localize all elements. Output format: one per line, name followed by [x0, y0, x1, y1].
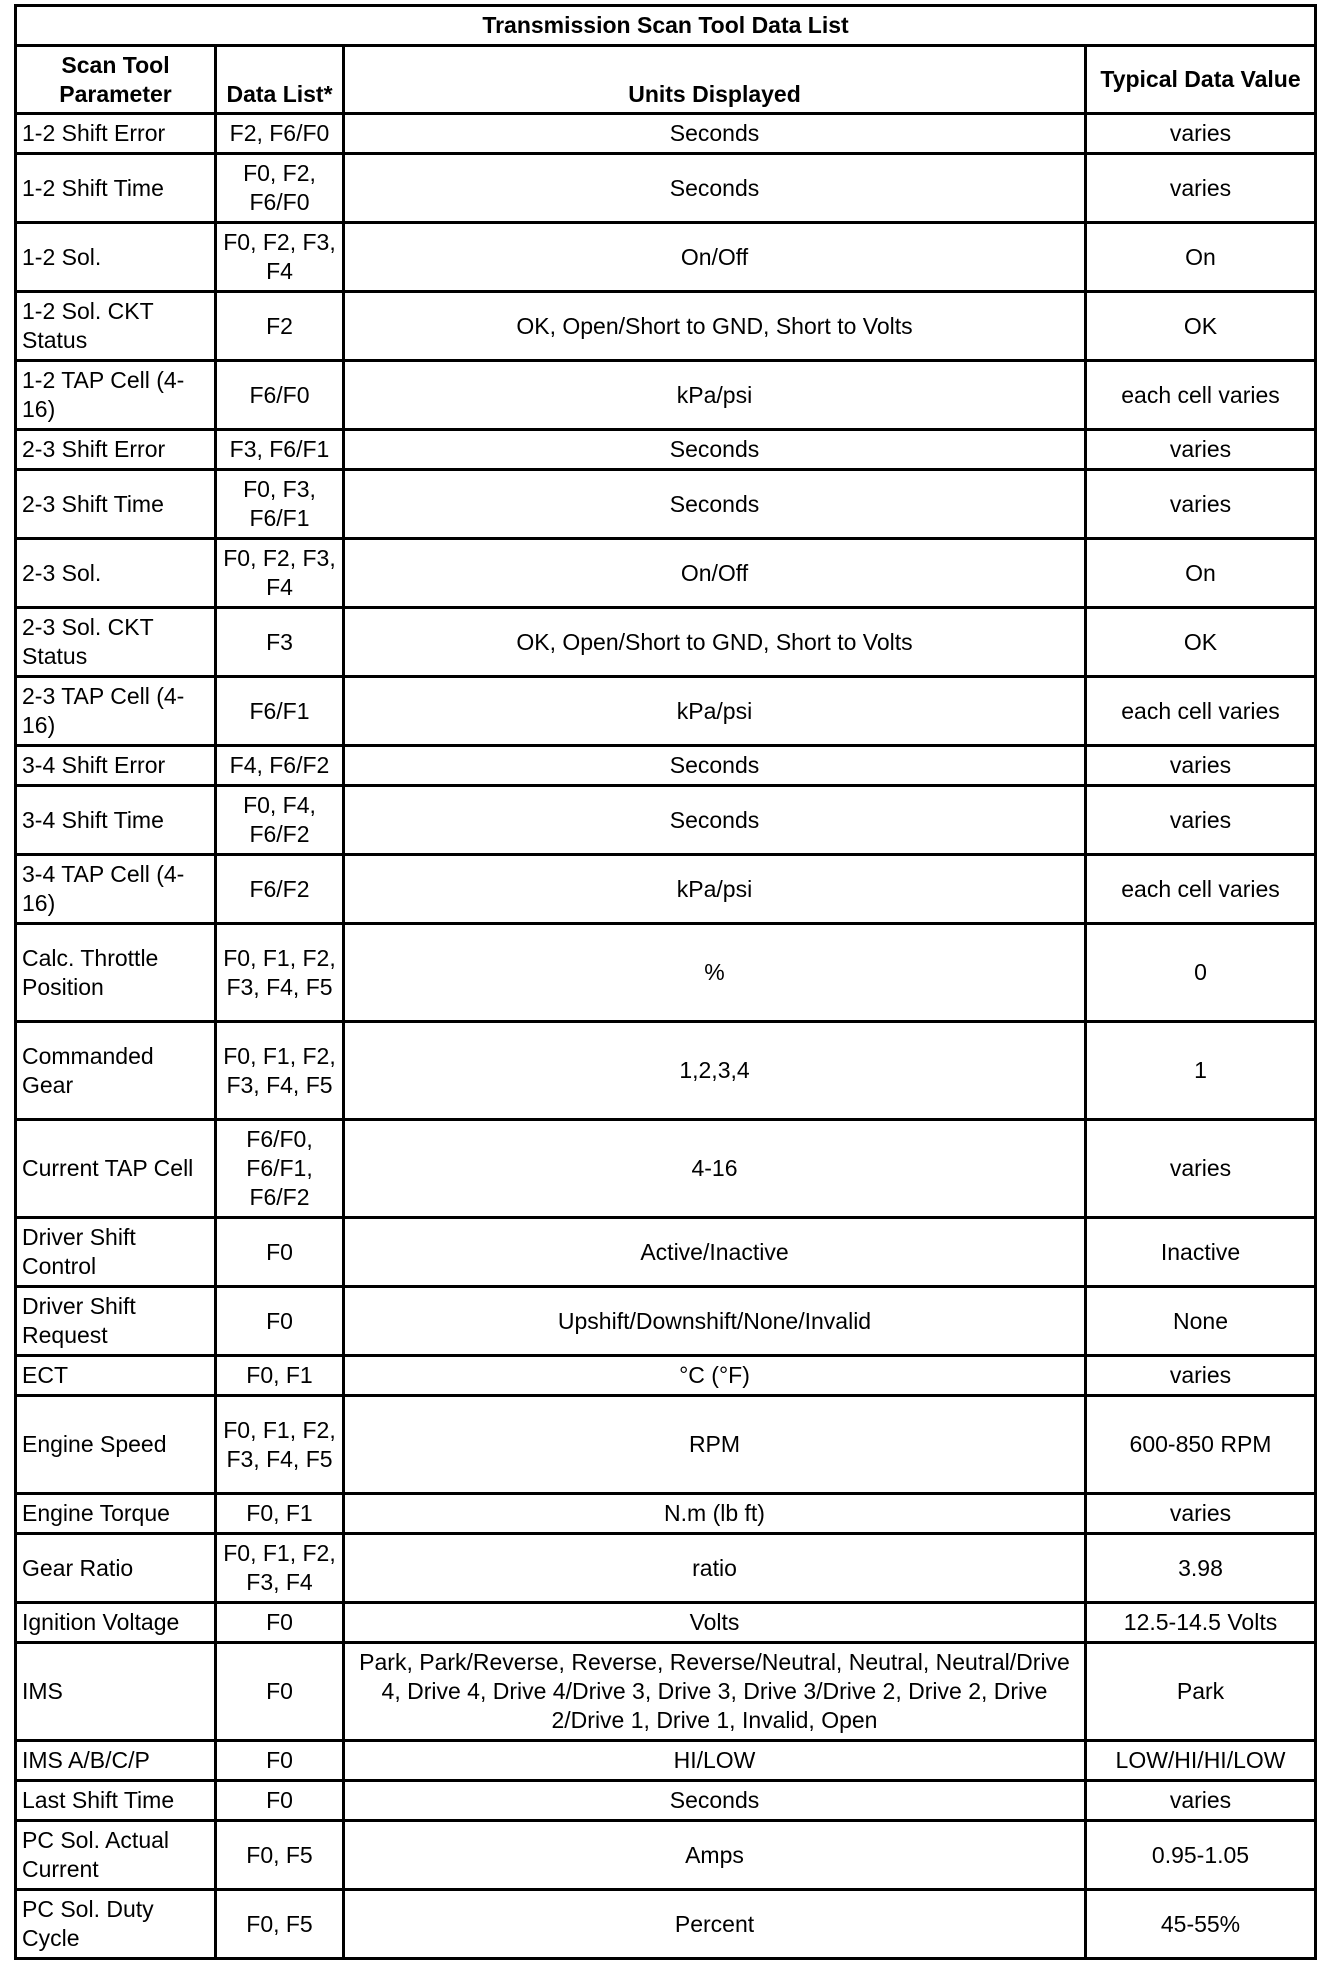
cell-typical-value: varies	[1086, 114, 1316, 154]
cell-units: 4-16	[344, 1120, 1086, 1218]
table-row	[16, 1396, 1316, 1494]
cell-parameter: 1-2 Sol.	[16, 223, 216, 292]
cell-data-list: F6/F0	[216, 361, 344, 430]
table-row	[16, 1356, 1316, 1396]
table-row	[16, 1022, 1316, 1120]
cell-data-list: F0, F1, F2, F3, F4, F5	[216, 1396, 344, 1494]
cell-typical-value: Inactive	[1086, 1218, 1316, 1287]
cell-units: Active/Inactive	[344, 1218, 1086, 1287]
cell-units: Seconds	[344, 114, 1086, 154]
title-row	[16, 6, 1316, 46]
table-row	[16, 539, 1316, 608]
cell-typical-value: 12.5-14.5 Volts	[1086, 1603, 1316, 1643]
cell-typical-value: OK	[1086, 292, 1316, 361]
cell-typical-value: On	[1086, 223, 1316, 292]
header-typical-data-value: Typical Data Value	[1086, 46, 1316, 114]
cell-data-list: F0, F1	[216, 1356, 344, 1396]
cell-units: Seconds	[344, 154, 1086, 223]
cell-data-list: F0	[216, 1643, 344, 1741]
cell-data-list: F4, F6/F2	[216, 746, 344, 786]
table-row	[16, 1890, 1316, 1959]
cell-units: ratio	[344, 1534, 1086, 1603]
cell-units: Upshift/Downshift/None/Invalid	[344, 1287, 1086, 1356]
cell-parameter: 3-4 TAP Cell (4-16)	[16, 855, 216, 924]
cell-parameter: ECT	[16, 1356, 216, 1396]
cell-parameter: 2-3 Sol. CKT Status	[16, 608, 216, 677]
cell-parameter: 3-4 Shift Error	[16, 746, 216, 786]
table-row	[16, 1218, 1316, 1287]
table-row	[16, 1781, 1316, 1821]
table-row	[16, 470, 1316, 539]
cell-units: %	[344, 924, 1086, 1022]
cell-parameter: 1-2 Shift Time	[16, 154, 216, 223]
cell-data-list: F0, F4, F6/F2	[216, 786, 344, 855]
cell-data-list: F0, F5	[216, 1890, 344, 1959]
cell-data-list: F0, F5	[216, 1821, 344, 1890]
table-row	[16, 1821, 1316, 1890]
table-row	[16, 430, 1316, 470]
cell-typical-value: varies	[1086, 154, 1316, 223]
table-row	[16, 114, 1316, 154]
cell-parameter: Current TAP Cell	[16, 1120, 216, 1218]
cell-typical-value: varies	[1086, 786, 1316, 855]
cell-parameter: Calc. Throttle Position	[16, 924, 216, 1022]
table-row	[16, 1494, 1316, 1534]
cell-parameter: PC Sol. Actual Current	[16, 1821, 216, 1890]
table-row	[16, 223, 1316, 292]
cell-units: kPa/psi	[344, 361, 1086, 430]
table-row	[16, 1120, 1316, 1218]
cell-units: Percent	[344, 1890, 1086, 1959]
cell-data-list: F0	[216, 1781, 344, 1821]
cell-units: Seconds	[344, 470, 1086, 539]
cell-data-list: F0	[216, 1218, 344, 1287]
cell-parameter: Last Shift Time	[16, 1781, 216, 1821]
cell-units: Seconds	[344, 430, 1086, 470]
cell-typical-value: each cell varies	[1086, 677, 1316, 746]
header-units-displayed: Units Displayed	[344, 46, 1086, 114]
scan-tool-data-table	[14, 4, 1317, 1960]
cell-units: Volts	[344, 1603, 1086, 1643]
cell-typical-value: varies	[1086, 470, 1316, 539]
cell-parameter: 1-2 Sol. CKT Status	[16, 292, 216, 361]
cell-units: Amps	[344, 1821, 1086, 1890]
table-row	[16, 1643, 1316, 1741]
cell-units: RPM	[344, 1396, 1086, 1494]
cell-data-list: F0	[216, 1603, 344, 1643]
cell-data-list: F0, F3, F6/F1	[216, 470, 344, 539]
cell-data-list: F0, F1	[216, 1494, 344, 1534]
cell-typical-value: varies	[1086, 1356, 1316, 1396]
cell-units: kPa/psi	[344, 677, 1086, 746]
table-row	[16, 1287, 1316, 1356]
cell-units: 1,2,3,4	[344, 1022, 1086, 1120]
cell-typical-value: varies	[1086, 430, 1316, 470]
cell-parameter: IMS A/B/C/P	[16, 1741, 216, 1781]
cell-parameter: 2-3 TAP Cell (4-16)	[16, 677, 216, 746]
cell-units: On/Off	[344, 223, 1086, 292]
cell-typical-value: each cell varies	[1086, 361, 1316, 430]
cell-parameter: Ignition Voltage	[16, 1603, 216, 1643]
table-row	[16, 677, 1316, 746]
cell-parameter: Commanded Gear	[16, 1022, 216, 1120]
cell-data-list: F6/F2	[216, 855, 344, 924]
cell-units: kPa/psi	[344, 855, 1086, 924]
cell-parameter: 2-3 Sol.	[16, 539, 216, 608]
cell-parameter: Driver Shift Request	[16, 1287, 216, 1356]
cell-typical-value: varies	[1086, 1120, 1316, 1218]
cell-units: On/Off	[344, 539, 1086, 608]
cell-parameter: Gear Ratio	[16, 1534, 216, 1603]
table-row	[16, 924, 1316, 1022]
cell-units: N.m (lb ft)	[344, 1494, 1086, 1534]
header-scan-tool-parameter: Scan Tool Parameter	[16, 46, 216, 114]
table-row	[16, 608, 1316, 677]
table-row	[16, 786, 1316, 855]
cell-parameter: IMS	[16, 1643, 216, 1741]
cell-data-list: F3	[216, 608, 344, 677]
table-row	[16, 746, 1316, 786]
header-row	[16, 46, 1316, 114]
cell-data-list: F0, F2, F6/F0	[216, 154, 344, 223]
cell-parameter: 3-4 Shift Time	[16, 786, 216, 855]
table-row	[16, 1603, 1316, 1643]
table-body	[16, 114, 1316, 1959]
cell-units: Park, Park/Reverse, Reverse, Reverse/Neutral, Neutral, Neutral/Drive 4, Drive 4, Drive 4/Drive 3, Drive 3, Drive 3/Drive 2, Drive 2, Drive 2/Drive 1, Drive 1, Invalid, Open	[344, 1643, 1086, 1741]
cell-typical-value: Park	[1086, 1643, 1316, 1741]
cell-parameter: 2-3 Shift Error	[16, 430, 216, 470]
table-row	[16, 154, 1316, 223]
cell-units: Seconds	[344, 786, 1086, 855]
cell-parameter: PC Sol. Duty Cycle	[16, 1890, 216, 1959]
cell-typical-value: OK	[1086, 608, 1316, 677]
cell-parameter: Driver Shift Control	[16, 1218, 216, 1287]
cell-typical-value: 0	[1086, 924, 1316, 1022]
table-row	[16, 361, 1316, 430]
cell-data-list: F6/F1	[216, 677, 344, 746]
cell-typical-value: 600-850 RPM	[1086, 1396, 1316, 1494]
cell-units: HI/LOW	[344, 1741, 1086, 1781]
cell-typical-value: LOW/HI/HI/LOW	[1086, 1741, 1316, 1781]
cell-parameter: Engine Torque	[16, 1494, 216, 1534]
table-row	[16, 1534, 1316, 1603]
cell-data-list: F3, F6/F1	[216, 430, 344, 470]
table-row	[16, 292, 1316, 361]
cell-data-list: F0	[216, 1741, 344, 1781]
cell-data-list: F2	[216, 292, 344, 361]
cell-parameter: Engine Speed	[16, 1396, 216, 1494]
cell-typical-value: each cell varies	[1086, 855, 1316, 924]
cell-parameter: 1-2 TAP Cell (4-16)	[16, 361, 216, 430]
cell-units: Seconds	[344, 1781, 1086, 1821]
cell-typical-value: 1	[1086, 1022, 1316, 1120]
cell-units: OK, Open/Short to GND, Short to Volts	[344, 608, 1086, 677]
cell-parameter: 2-3 Shift Time	[16, 470, 216, 539]
cell-data-list: F0, F1, F2, F3, F4, F5	[216, 924, 344, 1022]
cell-typical-value: None	[1086, 1287, 1316, 1356]
table-row	[16, 855, 1316, 924]
cell-data-list: F0	[216, 1287, 344, 1356]
cell-data-list: F2, F6/F0	[216, 114, 344, 154]
cell-units: Seconds	[344, 746, 1086, 786]
cell-data-list: F0, F2, F3, F4	[216, 223, 344, 292]
cell-units: OK, Open/Short to GND, Short to Volts	[344, 292, 1086, 361]
table-title: Transmission Scan Tool Data List	[16, 6, 1316, 46]
cell-typical-value: 0.95-1.05	[1086, 1821, 1316, 1890]
cell-data-list: F0, F1, F2, F3, F4	[216, 1534, 344, 1603]
table-row	[16, 1741, 1316, 1781]
cell-typical-value: 45-55%	[1086, 1890, 1316, 1959]
cell-parameter: 1-2 Shift Error	[16, 114, 216, 154]
cell-typical-value: On	[1086, 539, 1316, 608]
cell-data-list: F0, F1, F2, F3, F4, F5	[216, 1022, 344, 1120]
cell-units: °C (°F)	[344, 1356, 1086, 1396]
cell-typical-value: varies	[1086, 746, 1316, 786]
cell-typical-value: varies	[1086, 1781, 1316, 1821]
cell-typical-value: 3.98	[1086, 1534, 1316, 1603]
cell-data-list: F6/F0, F6/F1, F6/F2	[216, 1120, 344, 1218]
cell-data-list: F0, F2, F3, F4	[216, 539, 344, 608]
header-data-list: Data List*	[216, 46, 344, 114]
cell-typical-value: varies	[1086, 1494, 1316, 1534]
